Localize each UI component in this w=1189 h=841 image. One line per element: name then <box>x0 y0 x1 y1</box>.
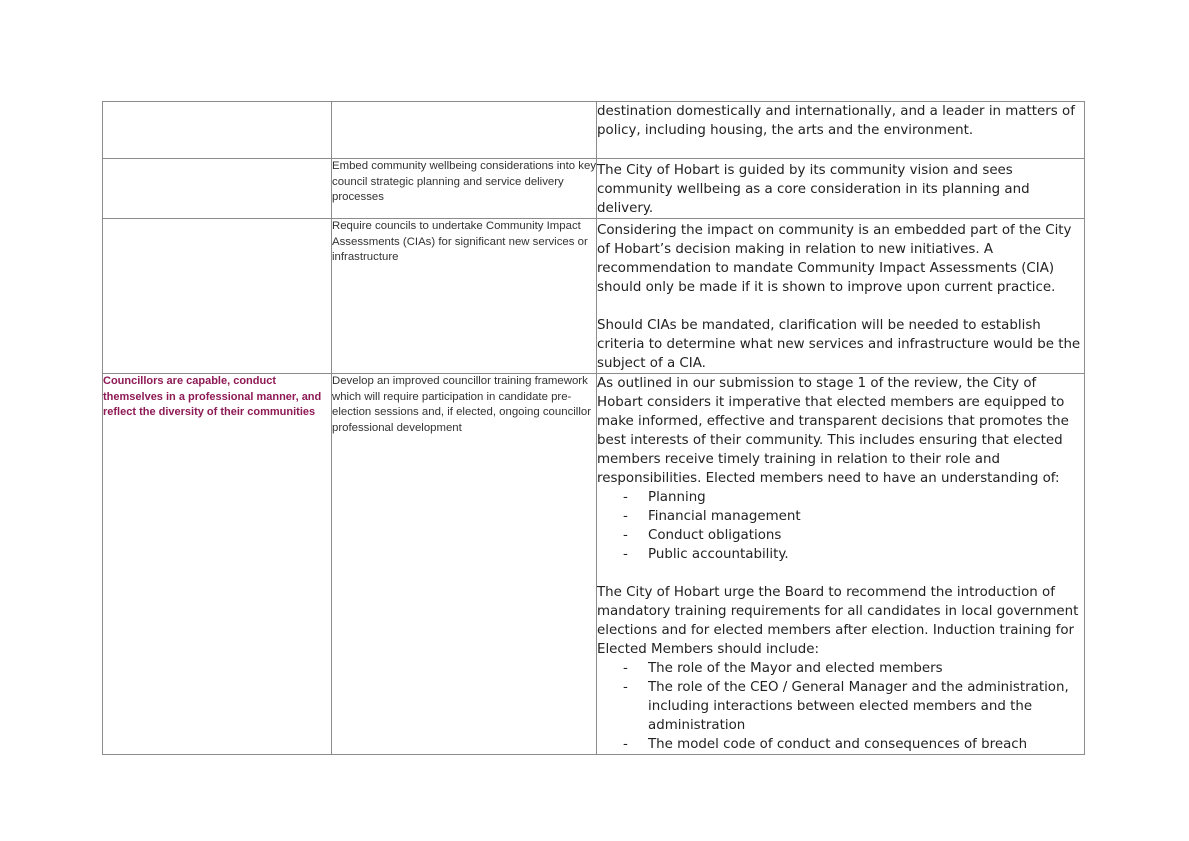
table-row <box>103 102 1085 159</box>
response-cell <box>597 219 1085 374</box>
recommendation-cell: Develop an improved councillor training framework which will require participation in candidate pre-election sessions and, if elected, ongoing councillor professional development <box>332 374 597 755</box>
response-paragraph: Should CIAs be mandated, clarification will be needed to establish criteria to determine what new services and infrastructure would be the subject of a CIA. <box>597 318 1081 371</box>
response-paragraph: As outlined in our submission to stage 1 of the review, the City of Hobart considers it imperative that elected members are equipped to make informed, effective and transparent decisions that promotes the best interests of their community. This includes ensuring that elected members receive timely training in relation to their role and responsibilities. Elected members need to have an understanding of: <box>597 376 1069 486</box>
outcome-cell <box>103 159 332 219</box>
list-item: - Planning <box>623 490 706 505</box>
submission-table <box>102 101 1085 755</box>
list-item: - The model code of conduct and consequences of breach <box>623 737 1028 752</box>
list-item: - Public accountability. <box>623 547 789 562</box>
response-cell <box>597 102 1085 159</box>
recommendation-cell <box>332 102 597 159</box>
recommendation-cell: Require councils to undertake Community Impact Assessments (CIAs) for significant new services or infrastructure <box>332 219 597 374</box>
table-row <box>103 159 1085 219</box>
recommendation-cell: Embed community wellbeing considerations into key council strategic planning and service delivery processes <box>332 159 597 219</box>
response-paragraph: The City of Hobart urge the Board to recommend the introduction of mandatory training requirements for all candidates in local government elections and for elected members after election. Induction training for Elected Members should include: <box>597 585 1079 657</box>
table-row <box>103 219 1085 374</box>
understanding-list <box>597 488 1084 564</box>
list-item: - The role of the Mayor and elected members <box>623 661 943 676</box>
induction-list <box>597 659 1084 754</box>
outcome-cell <box>103 219 332 374</box>
response-cell <box>597 159 1085 219</box>
list-item: - Conduct obligations <box>623 528 782 543</box>
outcome-cell: Councillors are capable, conduct themselves in a professional manner, and reflect the diversity of their communities <box>103 374 332 755</box>
list-item: - The role of the CEO / General Manager and the administration, including interactions between elected members and the administration <box>623 680 1069 733</box>
table-row <box>103 374 1085 755</box>
outcome-cell <box>103 102 332 159</box>
response-paragraph: The City of Hobart is guided by its community vision and sees community wellbeing as a core consideration in its planning and delivery. <box>597 163 1030 216</box>
response-cell <box>597 374 1085 755</box>
response-paragraph: destination domestically and internationally, and a leader in matters of policy, including housing, the arts and the environment. <box>597 104 1075 138</box>
list-item: - Financial management <box>623 509 801 524</box>
response-paragraph: Considering the impact on community is an embedded part of the City of Hobart’s decision making in relation to new initiatives. A recommendation to mandate Community Impact Assessments (CIA) should only be made if it is shown to improve upon current practice. <box>597 223 1072 295</box>
